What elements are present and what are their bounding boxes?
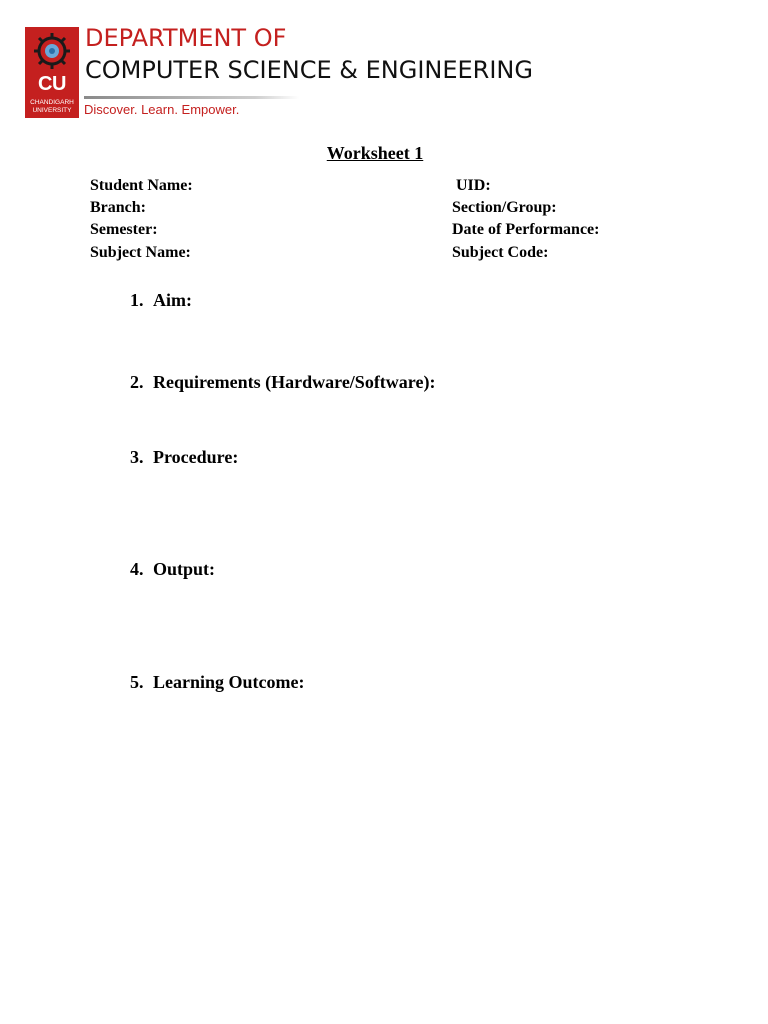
section-learning-outcome <box>130 671 304 693</box>
section-number: 1. <box>130 290 144 310</box>
logo-university-line2: UNIVERSITY <box>32 106 72 114</box>
section-number: 5. <box>130 672 144 692</box>
field-branch: Branch: <box>90 199 146 216</box>
section-procedure <box>130 446 238 468</box>
field-section-group: Section/Group: <box>452 199 557 216</box>
field-subject-code: Subject Code: <box>452 244 549 261</box>
header-divider <box>84 96 299 99</box>
logo-university-line1: CHANDIGARH <box>30 99 74 106</box>
field-student-name: Student Name: <box>90 177 193 194</box>
logo-university-name <box>25 99 79 114</box>
tagline: Discover. Learn. Empower. <box>84 102 240 117</box>
department-heading-line1: DEPARTMENT OF <box>85 24 287 52</box>
section-number: 3. <box>130 447 144 467</box>
field-subject-name: Subject Name: <box>90 244 191 261</box>
section-label: Output: <box>153 559 216 579</box>
section-number: 2. <box>130 372 144 392</box>
field-semester: Semester: <box>90 221 158 238</box>
section-label: Procedure: <box>153 447 239 467</box>
section-label: Requirements (Hardware/Software): <box>153 372 436 392</box>
section-requirements <box>130 371 435 393</box>
field-date-of-performance: Date of Performance: <box>452 221 600 238</box>
university-logo <box>25 27 79 118</box>
section-label: Aim: <box>153 290 192 310</box>
section-output <box>130 558 215 580</box>
section-label: Learning Outcome: <box>153 672 305 692</box>
department-heading-line2: COMPUTER SCIENCE & ENGINEERING <box>85 56 533 84</box>
section-aim <box>130 289 192 311</box>
field-uid: UID: <box>456 177 491 194</box>
worksheet-title: Worksheet 1 <box>326 143 424 163</box>
logo-initials: CU <box>38 73 66 95</box>
section-number: 4. <box>130 559 144 579</box>
gear-emblem-icon <box>29 29 75 75</box>
